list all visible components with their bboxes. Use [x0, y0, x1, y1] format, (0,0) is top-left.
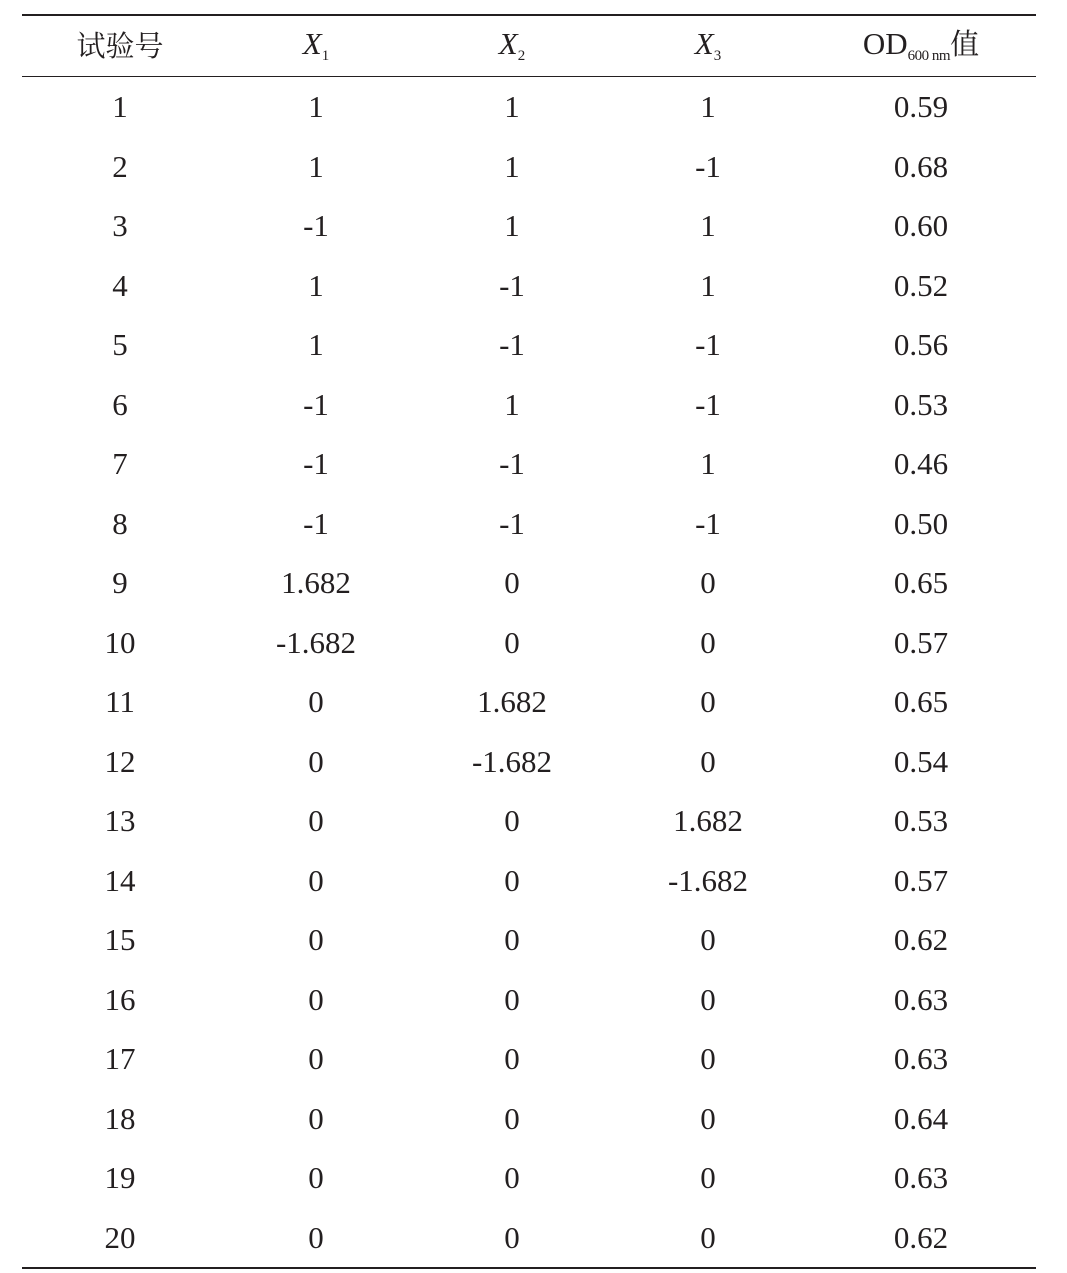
trial-no-cell: 16 — [104, 981, 136, 1017]
table-row — [22, 851, 1036, 911]
od-value-cell: 0.57 — [893, 624, 949, 660]
table-row — [22, 375, 1036, 435]
od-value-cell: 0.63 — [893, 1041, 949, 1077]
x3-cell: -1.682 — [667, 862, 749, 898]
x2-cell: -1 — [499, 446, 525, 482]
x3-cell: 0 — [700, 981, 716, 1017]
od-value-cell: 0.50 — [893, 505, 949, 541]
x2-cell: 0 — [504, 922, 520, 958]
x1-cell: -1 — [303, 446, 329, 482]
od-value-cell: 0.60 — [893, 208, 949, 244]
od-value-cell: 0.65 — [893, 684, 949, 720]
od-value-cell: 0.52 — [893, 267, 949, 303]
header-x1-sub: 1 — [321, 48, 330, 64]
trial-no-cell: 5 — [112, 327, 128, 363]
x3-cell: 0 — [700, 1219, 716, 1255]
x3-cell: 0 — [700, 743, 716, 779]
x2-cell: 0 — [504, 981, 520, 1017]
table-row — [22, 732, 1036, 792]
trial-no-cell: 15 — [104, 922, 136, 958]
trial-no-cell: 4 — [112, 267, 128, 303]
x2-cell: 1 — [504, 208, 520, 244]
table-row — [22, 672, 1036, 732]
x1-cell: 0 — [308, 1219, 324, 1255]
header-x2-var: X — [498, 26, 518, 61]
trial-no-cell: 8 — [112, 505, 128, 541]
bottom-rule — [22, 1267, 1036, 1269]
trial-no-cell: 19 — [104, 1160, 136, 1196]
od-value-cell: 0.56 — [893, 327, 949, 363]
table-row — [22, 196, 1036, 256]
table-row — [22, 315, 1036, 375]
x2-cell: 0 — [504, 1160, 520, 1196]
trial-no-cell: 13 — [104, 803, 136, 839]
header-x1-var: X — [302, 26, 322, 61]
header-od-sub: 600 nm — [907, 48, 951, 64]
table-row — [22, 1029, 1036, 1089]
table-row — [22, 137, 1036, 197]
x3-cell: 0 — [700, 684, 716, 720]
x3-cell: 0 — [700, 1041, 716, 1077]
x3-cell: 1 — [700, 208, 716, 244]
x2-cell: -1.682 — [471, 743, 553, 779]
trial-no-cell: 14 — [104, 862, 136, 898]
x1-cell: 1 — [308, 327, 324, 363]
x1-cell: -1 — [303, 505, 329, 541]
od-value-cell: 0.68 — [893, 148, 949, 184]
table-row — [22, 1148, 1036, 1208]
x2-cell: 0 — [504, 862, 520, 898]
x1-cell: 0 — [308, 981, 324, 1017]
od-value-cell: 0.64 — [893, 1100, 949, 1136]
od-value-cell: 0.62 — [893, 922, 949, 958]
x1-cell: 1 — [308, 267, 324, 303]
table-header-row — [22, 16, 1036, 76]
header-x2 — [414, 28, 610, 64]
trial-no-cell: 3 — [112, 208, 128, 244]
x2-cell: 1.682 — [477, 684, 547, 720]
od-value-cell: 0.46 — [893, 446, 949, 482]
od-value-cell: 0.53 — [893, 803, 949, 839]
x3-cell: 1 — [700, 267, 716, 303]
od-value-cell: 0.63 — [893, 981, 949, 1017]
x3-cell: 1 — [700, 89, 716, 125]
x2-cell: 0 — [504, 1041, 520, 1077]
x1-cell: -1 — [303, 208, 329, 244]
x2-cell: -1 — [499, 267, 525, 303]
x1-cell: 0 — [308, 1160, 324, 1196]
x1-cell: 0 — [308, 922, 324, 958]
header-x3-sub: 3 — [713, 48, 722, 64]
x3-cell: -1 — [695, 148, 721, 184]
table-row — [22, 434, 1036, 494]
x2-cell: 0 — [504, 624, 520, 660]
x2-cell: 1 — [504, 386, 520, 422]
x3-cell: 0 — [700, 624, 716, 660]
trial-no-cell: 6 — [112, 386, 128, 422]
od-value-cell: 0.62 — [893, 1219, 949, 1255]
table-row — [22, 553, 1036, 613]
trial-no-cell: 12 — [104, 743, 136, 779]
x3-cell: -1 — [695, 327, 721, 363]
x1-cell: 1.682 — [281, 565, 351, 601]
od-value-cell: 0.57 — [893, 862, 949, 898]
x1-cell: 0 — [308, 1100, 324, 1136]
x1-cell: 0 — [308, 862, 324, 898]
x2-cell: 0 — [504, 803, 520, 839]
x3-cell: -1 — [695, 505, 721, 541]
header-x3 — [610, 28, 806, 64]
x3-cell: 0 — [700, 1160, 716, 1196]
x2-cell: 1 — [504, 89, 520, 125]
x3-cell: 0 — [700, 922, 716, 958]
table-body — [22, 77, 1036, 1267]
x3-cell: -1 — [695, 386, 721, 422]
x2-cell: -1 — [499, 327, 525, 363]
header-x2-sub: 2 — [517, 48, 526, 64]
data-table — [22, 14, 1036, 1269]
table-row — [22, 910, 1036, 970]
x1-cell: 1 — [308, 148, 324, 184]
x3-cell: 0 — [700, 1100, 716, 1136]
trial-no-cell: 7 — [112, 446, 128, 482]
table-row — [22, 77, 1036, 137]
x3-cell: 0 — [700, 565, 716, 601]
table-row — [22, 791, 1036, 851]
header-od-main: OD — [862, 26, 908, 61]
trial-no-cell: 10 — [104, 624, 136, 660]
x2-cell: 0 — [504, 1219, 520, 1255]
x3-cell: 1 — [700, 446, 716, 482]
x1-cell: 0 — [308, 1041, 324, 1077]
od-value-cell: 0.54 — [893, 743, 949, 779]
x3-cell: 1.682 — [673, 803, 743, 839]
x1-cell: 1 — [308, 89, 324, 125]
header-x3-var: X — [694, 26, 714, 61]
x1-cell: -1 — [303, 386, 329, 422]
header-x1 — [218, 28, 414, 64]
od-value-cell: 0.63 — [893, 1160, 949, 1196]
x2-cell: 0 — [504, 565, 520, 601]
od-value-cell: 0.65 — [893, 565, 949, 601]
table-row — [22, 494, 1036, 554]
od-value-cell: 0.53 — [893, 386, 949, 422]
table-row — [22, 613, 1036, 673]
trial-no-cell: 17 — [104, 1041, 136, 1077]
trial-no-cell: 9 — [112, 565, 128, 601]
x2-cell: 1 — [504, 148, 520, 184]
header-od-value — [806, 28, 1036, 64]
trial-no-cell: 18 — [104, 1100, 136, 1136]
header-trial-no: 试验号 — [76, 28, 164, 63]
x2-cell: -1 — [499, 505, 525, 541]
x1-cell: 0 — [308, 803, 324, 839]
trial-no-cell: 1 — [112, 89, 128, 125]
table-row — [22, 970, 1036, 1030]
trial-no-cell: 11 — [105, 684, 135, 720]
table-row — [22, 1089, 1036, 1149]
table-row — [22, 256, 1036, 316]
table-row — [22, 1208, 1036, 1268]
trial-no-cell: 2 — [112, 148, 128, 184]
trial-no-cell: 20 — [104, 1219, 136, 1255]
header-od-suffix: 值 — [950, 27, 980, 61]
od-value-cell: 0.59 — [893, 89, 949, 125]
x2-cell: 0 — [504, 1100, 520, 1136]
x1-cell: -1.682 — [275, 624, 357, 660]
x1-cell: 0 — [308, 743, 324, 779]
x1-cell: 0 — [308, 684, 324, 720]
